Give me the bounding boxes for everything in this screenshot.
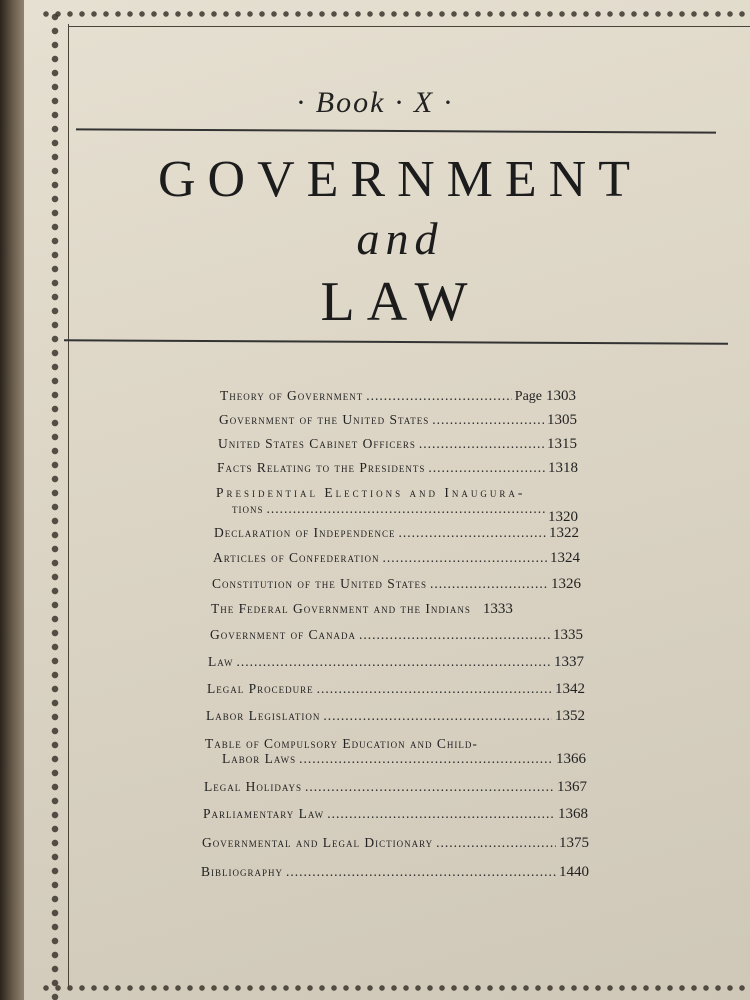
toc-leader-dots xyxy=(327,806,555,822)
toc-leader-dots xyxy=(399,525,547,541)
toc-entry-label: Labor Legislation xyxy=(206,708,321,723)
toc-leader-dots xyxy=(359,627,550,643)
toc-leader-dots xyxy=(436,835,556,851)
title-law: LAW xyxy=(320,271,480,333)
toc-page-number: 1440 xyxy=(559,864,589,880)
toc-page-number: 1324 xyxy=(550,550,580,566)
toc-entry[interactable] xyxy=(212,576,581,593)
toc-entry[interactable] xyxy=(217,460,578,477)
toc-entry-label-line1: Presidential Elections and Inaugura- xyxy=(216,485,526,500)
toc-entry[interactable] xyxy=(222,751,586,768)
toc-entry-label: Constitution of the United States xyxy=(212,576,428,591)
toc-leader-dots xyxy=(237,654,551,670)
toc-page-number: 1366 xyxy=(556,751,586,767)
toc-entry[interactable] xyxy=(232,501,578,525)
toc-entry-label: United States Cabinet Officers xyxy=(218,436,416,451)
toc-entry-label: Declaration of Independence xyxy=(214,525,396,540)
toc-leader-dots xyxy=(382,550,547,566)
toc-page-number: 1352 xyxy=(555,708,585,724)
toc-entry[interactable] xyxy=(203,806,588,823)
toc-page-label: Page xyxy=(514,389,542,404)
toc-leader-dots xyxy=(305,779,554,795)
toc-leader-dots xyxy=(286,864,556,880)
toc-page-number: 1333 xyxy=(482,601,513,617)
toc-leader-dots xyxy=(430,576,548,592)
toc-page-number: 1326 xyxy=(551,576,581,592)
toc-entry-label: Theory of Government xyxy=(220,388,364,403)
toc-leader-dots xyxy=(267,501,546,517)
toc-entry-label: tions xyxy=(232,501,264,516)
toc-page-number: 1337 xyxy=(554,654,584,670)
toc-entry-label: Legal Procedure xyxy=(207,681,314,696)
toc-entry[interactable] xyxy=(218,436,577,453)
toc-entry[interactable] xyxy=(219,412,577,429)
toc-entry-label: Government of the United States xyxy=(219,412,430,427)
toc-leader-dots xyxy=(366,388,512,404)
toc-page-number: 1368 xyxy=(558,806,588,822)
toc-page-number: 1367 xyxy=(557,779,587,795)
toc-leader-dots xyxy=(323,708,552,724)
toc-entry[interactable] xyxy=(202,835,589,852)
toc-entry-label: Law xyxy=(208,654,234,669)
toc-page-number: 1375 xyxy=(559,835,589,851)
book-number: · Book · X · xyxy=(296,86,454,119)
toc-leader-dots xyxy=(428,460,545,476)
toc-leader-dots xyxy=(419,436,544,452)
toc-entry-label: Bibliography xyxy=(201,864,284,879)
toc-page-number: 1305 xyxy=(547,412,577,428)
toc-entry-label: Labor Laws xyxy=(222,751,297,766)
toc-page-number: 1335 xyxy=(553,627,583,643)
toc-entry[interactable] xyxy=(214,525,579,542)
toc-page-number: 1320 xyxy=(548,509,578,525)
toc-entry[interactable] xyxy=(204,779,587,796)
toc-entry[interactable] xyxy=(213,550,580,567)
toc-entry[interactable] xyxy=(220,388,576,405)
toc-page-number: 1303 xyxy=(546,388,576,404)
toc-entry-label-line1: Table of Compulsory Education and Child- xyxy=(205,736,478,751)
toc-entry-label: Facts Relating to the Presidents xyxy=(217,460,426,475)
toc-page-number: 1315 xyxy=(547,436,577,452)
title-and: and xyxy=(356,213,444,264)
toc-leader-dots xyxy=(432,412,544,428)
toc-entry[interactable] xyxy=(208,654,584,671)
toc-entry[interactable] xyxy=(210,627,583,644)
toc-page-number: 1322 xyxy=(549,525,579,541)
toc-leader-dots xyxy=(299,751,553,767)
toc-entry-label: Legal Holidays xyxy=(204,779,303,794)
toc-entry-label: Governmental and Legal Dictionary xyxy=(202,835,434,850)
toc-page-number: 1342 xyxy=(555,681,585,697)
toc-entry-label: Parliamentary Law xyxy=(203,806,325,821)
toc-entry[interactable] xyxy=(211,601,582,618)
toc-entry[interactable] xyxy=(206,708,585,725)
toc-entry-label: Government of Canada xyxy=(210,627,357,642)
toc-leader-dots xyxy=(317,681,552,697)
toc-entry[interactable] xyxy=(207,681,585,698)
title-government: GOVERNMENT xyxy=(158,151,642,208)
toc-page-number: 1318 xyxy=(548,460,578,476)
toc-entry-label: Articles of Confederation xyxy=(213,550,380,565)
toc-entry-label: The Federal Government and the Indians xyxy=(211,601,471,616)
toc-entry[interactable] xyxy=(201,864,589,881)
